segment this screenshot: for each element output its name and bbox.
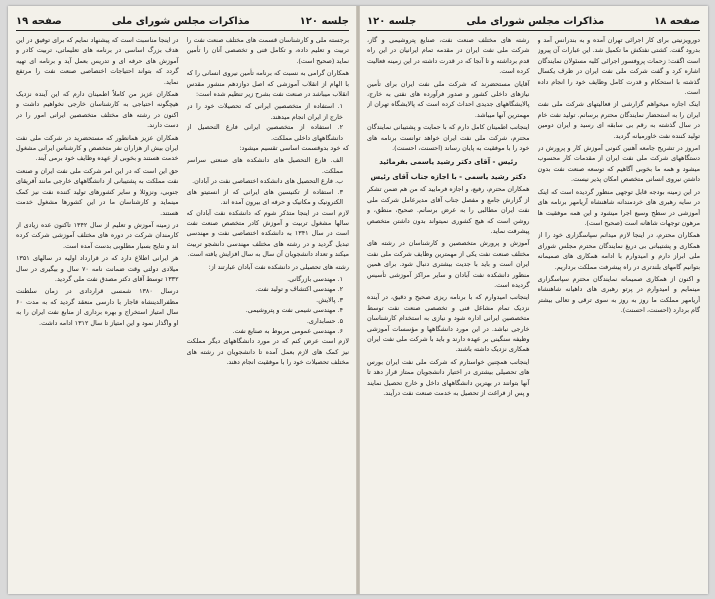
paragraph: و اکنون از همکاری صمیمانه نمایندگان محترم سپاسگزاری مینمایم و امیدوارم در پرتو رهبری های داهیانه شاهنشاه آریامهر مملکت ما روز به روز به سوی ترقی و تعالی بیشتر گام بردارد (احسنت، احسنت). [537,274,700,315]
list-item: ۴. مهندسی شیمی نفت و پتروشیمی. [245,306,343,315]
paragraph: اینجانب امیدوارم که با برنامه ریزی صحیح و دقیق، در آینده نزدیک تمام مشاغل فنی و تخصصی صنعت نفت توسط متخصصین ایرانی اداره شود و نیازی به استخدام کارشناسان خارجی نباشد. در این مورد دانشگاهها و مؤسسات آموزشی وظیفه سنگینی بر عهده دارند و باید با شرکت ملی نفت ایران همکاری نزدیک داشته باشند. [367,293,530,354]
paragraph: برجسته ملی و کارشناسان قسمت های مختلف صنعت نفت را تربیت و تعلیم داده، و تکامل فنی و تخصصی آنان را تأمین نماید (صحیح است). [186,36,349,65]
speaker-heading: دکتر رشید یاسمی - با اجازه جناب آقای رئیس [370,172,526,181]
session-number: جلسه ۱۲۰ [367,15,417,27]
paragraph: همکاران عزیز من کاملاً اطمینان دارم که این آینده نزدیک هیچگونه احتیاجی به کارشناسان خارجی نخواهیم داشت و اکنون در رشته های مختلف متخصصین ایرانی امور را در دست دارند. [16,90,179,130]
book-spread [8,6,708,594]
paragraph: رشته های تحصیلی در دانشکده نفت آبادان عبارتند از: [208,262,349,271]
paragraph: حق این است که در این امر شرکت ملی نفت ایران و صنعت نفت مملکت به پشتیبانی از دانشگاههای خارجی مانند آفریقای جنوبی، ونزوئلا و سایر کشورهای تولید کننده نفت نیز کمک مینماید و کارشناسان ما در این کشورها مشغول خدمت هستند. [16,166,179,217]
text-columns [16,35,349,583]
paragraph: همکاران گرامی به نسبت که برنامه تأمین نیروی انسانی را که با الهام از انقلاب آموزشی که اصل دوازدهم منشور مقدس انقلاب میباشد در صنعت نفت بشرح زیر تنظیم شده است: [186,69,349,99]
column-bottom-fade [187,575,350,583]
list-item: ۳. پالایش. [316,295,343,304]
paragraph: لازم است عرض کنم که در مورد دانشگاههای دیگر مملکت نیز کمک های لازم بعمل آمده تا دانشجویان در رشته های مختلف تحصیلات خود را با موفقیت انجام دهند. [186,337,349,367]
publication-title: مذاکرات مجلس شورای ملی [466,15,605,27]
paragraph: لازم است در اینجا متذکر شوم که دانشکده نفت آبادان که سالها مشغول تربیت و آموزش کادر متخصص صنعت نفت است در سال ۱۳۴۱ به دانشکده اختصاصی نفت و مهندسی تبدیل گردید و در رشته های مختلف مهندسی دانشجو تربیت میکند و تعداد دانشجویان آن سال به سال افزایش یافته است. [186,208,349,259]
page-header [367,12,700,31]
list-item: ۲. مهندسی اکتشاف و تولید نفت. [255,285,343,294]
paragraph: آقایان مستحضرند که شرکت ملی نفت ایران برای تأمین نیازهای داخلی کشور و صدور فرآورده های نفتی به خارج، پالایشگاههای جدیدی احداث کرده است که پالایشگاه تهران از مهمترین آنها میباشد. [367,79,530,119]
list-item: ۵. حسابداری. [306,316,343,325]
paragraph: همکاران عزیز همانطور که مستحضرید در شرکت ملی نفت ایران بیش از هزاران نفر متخصص و کارشناس ایرانی مشغول خدمت هستند و بخوبی از عهده وظایف خود برمی آیند. [16,133,179,163]
text-columns [367,35,700,583]
list-item: ب. فارغ التحصیل های دانشکده اختصاصی نفت در آبادان. [192,177,343,186]
page-number: صفحه ۱۹ [16,15,62,27]
column-left [16,35,179,583]
column-bottom-fade [16,575,179,583]
paragraph: دورویزنیتی برای کار اجرائی تهران آمده و به بندرانس آمد و بدرود گفت. کشتی نفتکش ما تکمیل شد. این عبارات آن پیروز است اگفت: زحمات پروفسور اجرائی کلیه مسئولان نمایندگان اشاره کرد و گفت شرکت ملی نفت ایران در ظرف یکسال گذشته با استحکام و قدرت کامل وظایف خود را انجام داده است. [537,36,700,97]
paragraph: در اینجا مناسبت است که پیشنهاد نمایم که برای توفیق در این هدف بزرگ اساسی در برنامه های تعلیماتی، تربیت کادر و آموزش های حرفه ای و تدریس بعمل آید و برنامه ای تهیه گردد که بتواند احتیاجات اختصاصی صنعت نفت را مرتفع نماید. [16,36,179,86]
paragraph: اینک اجازه میخواهم گزارشی از فعالیتهای شرکت ملی نفت ایران را به استحضار نمایندگان محترم برسانم. تولید نفت خام در سال گذشته به رقم بی سابقه ای رسید و ایران دومین تولید کننده نفت خاورمیانه گردید. [537,100,700,140]
list-item: ۲. استفاده از متخصصین ایرانی فارغ التحصیل از دانشگاههای داخلی مملکت. [186,123,343,142]
list-item: ۱. مهندسی بازرگانی. [287,274,343,283]
paragraph: همکاران محترم، در اینجا لازم میدانم سپاسگزاری خود را از همکاری و پشتیبانی بی دریغ نمایندگان محترم مجلس شورای ملی ابراز دارم و امیدوارم با ادامه همکاری های صمیمانه بتوانیم گامهای بلندتری در راه پیشرفت مملکت برداریم. [537,231,700,271]
column-bottom-fade [367,575,530,583]
page-19 [8,6,357,594]
paragraph: در زمینه آموزش و تعلیم از سال ۱۳۴۲ تاکنون عده زیادی از کارمندان شرکت در دوره های مختلف آموزشی شرکت کرده اند و نتایج بسیار مطلوبی بدست آمده است. [16,220,179,250]
speaker-heading: رئیس - آقای دکتر رشید یاسمی بفرمائید [379,158,518,167]
column-right [538,35,701,583]
page-number: صفحه ۱۸ [654,15,700,27]
page-header [16,12,349,31]
column-right [187,35,350,583]
page-18 [359,6,708,594]
publication-title: مذاکرات مجلس شورای ملی [111,15,250,27]
session-number: جلسه ۱۲۰ [299,15,349,27]
column-left [367,35,530,583]
list-item: ۶. مهندسی عمومی مربوط به صنایع نفت. [232,326,343,335]
paragraph: اینجانب همچنین خواستارم که شرکت ملی نفت ایران بورس های تحصیلی بیشتری در اختیار دانشجویان ممتاز قرار دهد تا آنها بتوانند در بهترین دانشگاههای داخل و خارج تحصیل نمایند و پس از فراغت از تحصیل به خدمت صنعت نفت درآیند. [367,357,530,397]
list-item: ۱. استفاده از متخصصین ایرانی که تحصیلات خود را در خارج از ایران انجام میدهند. [186,102,343,121]
paragraph: امروز در تشریح جامعه آهنین کنونی آموزش کار و پرورش در دستگاههای شرکت ملی نفت ایران از مقدمات کار محسوب میشود و همه ما بخوبی آگاهیم که توسعه صنعت نفت بدون داشتن نیروی انسانی متخصص امکان پذیر نیست. [537,144,700,184]
paragraph: که خود بدوقسمت اساسی تقسیم میشود: [239,144,349,153]
paragraph: همکاران محترم، رفیع، و اجازه فرمایید که من هم ضمن تشکر از گزارش جامع و مفصل جناب آقای مدیرعامل شرکت ملی نفت ایران مطالبی را به عرض برسانم. صحیح، منطق، و روشن است که هیچ کشوری نمیتواند بدون داشتن متخصص پیشرفت نماید. [367,185,530,235]
paragraph: رشته های مختلف صنعت نفت، صنایع پتروشیمی و گاز، شرکت ملی نفت ایران در مقدمه تمام ایرانیان در این راه قدم برداشته و تا آنجا که در قدرت داشته در این زمینه فعالیت کرده است. [367,36,530,76]
list-item: ۳. استفاده از تکنیسین های ایرانی که از انستیتو های الکترونیک و مکانیک و حرفه ای بیرون آمده اند. [186,187,343,207]
paragraph: اینجانب اطمینان کامل دارم که با حمایت و پشتیبانی نمایندگان محترم، شرکت ملی نفت ایران خواهد توانست برنامه های خود را با موفقیت به پایان رساند (احسنت، احسنت). [367,123,530,153]
list-item: الف. فارغ التحصیل های دانشکده های صنعتی سراسر مملکت. [186,156,343,175]
paragraph: هر ایرانی اطلاع دارد که در قرارداد اولیه در سالهای ۱۳۵۱ میلادی دولتی وقت ضمانت نامه ۷۰ سال و بیگیری در سال ۱۳۳۲ توسط آقای دکتر مصدق نفت ملی گردید. [16,254,179,283]
paragraph: در این زمینه بودجه قابل توجهی منظور گردیده است که اینک در سایه رهبری های خردمندانه شاهنشاه آریامهر برنامه های آموزشی در سطح وسیع اجرا میشود و این همه موفقیت ها مرهون توجهات شاهانه است (صحیح است). [537,187,700,227]
paragraph: آموزش و پرورش متخصصین و کارشناسان در رشته های مختلف صنعت نفت یکی از مهمترین وظایف شرکت ملی نفت ایران است و باید با جدیت بیشتری دنبال شود. برای همین منظور دانشکده نفت آبادان و سایر مراکز آموزشی تأسیس گردیده است. [367,239,530,289]
paragraph: درسال ۱۳۸۰ شمسی قراردادی در زمان سلطنت مظفرالدینشاه قاجار با دارسی منعقد گردید که به مدت ۶۰ سال امتیاز استخراج و بهره برداری از منابع نفت ایران را به او واگذار نمود و این امتیاز تا سال ۱۳۱۲ ادامه داشت. [16,287,179,327]
column-bottom-fade [538,575,701,583]
